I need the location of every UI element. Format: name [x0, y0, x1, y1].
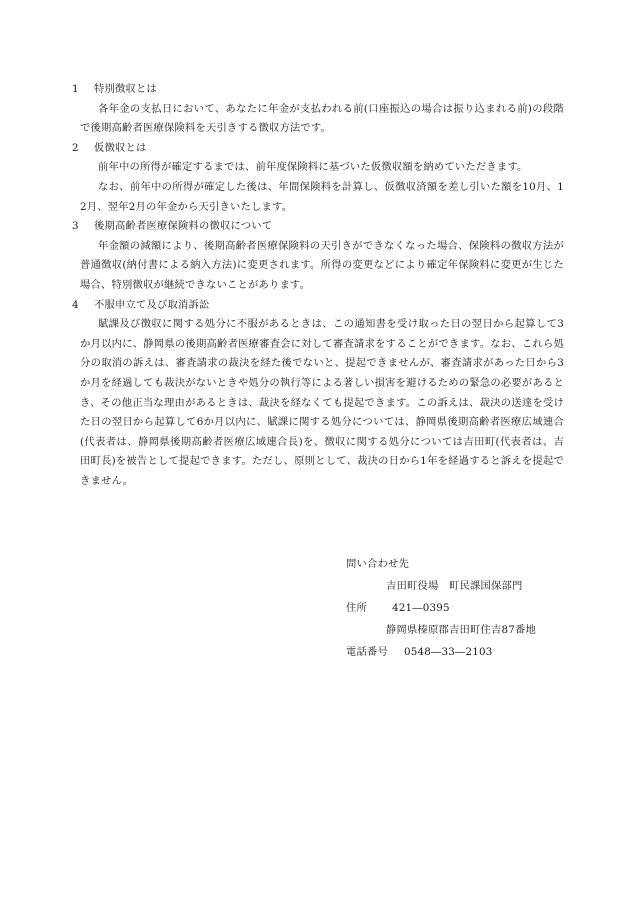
contact-address-row — [346, 597, 586, 619]
section-title: 特別徴収とは — [94, 83, 157, 95]
address-label: 住所 — [346, 602, 367, 614]
section-paragraph: 賦課及び徴収に関する処分に不服があるときは、この通知書を受け取った日の翌日から起算して3か月以内に、静岡県の後期高齢者医療審査会に対して審査請求をすることができます。なお、これら処分の取消の訴えは、審査請求の裁決を経た後でないと、提起できませんが、審査請求があった日から3か月を経過しても裁決がないときや処分の執行等による著しい損害を避けるための緊急の必要があるとき、その他正当な理由があるときは、裁決を経なくても提起できます。この訴えは、裁決の送達を受けた日の翌日から起算して6か月以内に、賦課に関する処分については、静岡県後期高齢者医療広域連合(代表者は、静岡県後期高齢者医療広域連合長)を、徴収に関する処分については吉田町(代表者は、吉田町長)を被告として提起できます。ただし、原則として、裁決の日から1年を経過すると訴えを提起できません。 — [80, 318, 564, 487]
section-title: 不服申立て及び取消訴訟 — [94, 298, 210, 311]
section-heading — [72, 296, 564, 316]
contact-title: 問い合わせ先 — [346, 558, 409, 570]
section-paragraph: 前年中の所得が確定するまでは、前年度保険料に基づいた仮徴収額を納めていただきます。 — [98, 161, 528, 174]
section-paragraph: 各年金の支払日において、あなたに年金が支払われる前(口座振込の場合は振り込まれる前)の段階で後期高齢者医療保険料を天引きする徴収方法です。 — [80, 102, 564, 135]
contact-block — [346, 553, 586, 663]
contact-address: 静岡県榛原郡吉田町住吉87番地 — [386, 624, 536, 636]
postal-code: 421―0395 — [392, 602, 450, 614]
section-number: 4 — [72, 298, 79, 311]
section-heading — [72, 80, 564, 100]
section-premium-collection — [72, 217, 564, 295]
section-number: 3 — [72, 220, 79, 233]
section-heading — [72, 139, 564, 159]
phone-number: 0548―33―2103 — [404, 646, 493, 658]
contact-phone-row — [346, 641, 586, 663]
notice-sections — [72, 80, 564, 491]
section-heading — [72, 217, 564, 237]
contact-office: 吉田町役場 町民課国保部門 — [386, 580, 523, 592]
section-provisional-collection — [72, 139, 564, 217]
section-appeal-and-litigation — [72, 296, 564, 492]
phone-label: 電話番号 — [346, 646, 388, 658]
section-title: 後期高齢者医療保険料の徴収について — [94, 220, 273, 233]
section-paragraph: なお、前年中の所得が確定した後は、年間保険料を計算し、仮徴収済額を差し引いた額を10月、12月、翌年2月の年金から天引きいたします。 — [80, 180, 564, 213]
section-number: 2 — [72, 141, 79, 154]
section-paragraph: 年金額の減額により、後期高齢者医療保険料の天引きができなくなった場合、保険料の徴収方法が普通徴収(納付書による納入方法)に変更されます。所得の変更などにより確定年保険料に変更が生じた場合、特別徴収が継続できないことがあります。 — [80, 239, 564, 291]
section-number: 1 — [72, 83, 79, 95]
section-special-collection — [72, 80, 564, 139]
section-title: 仮徴収とは — [94, 141, 147, 154]
